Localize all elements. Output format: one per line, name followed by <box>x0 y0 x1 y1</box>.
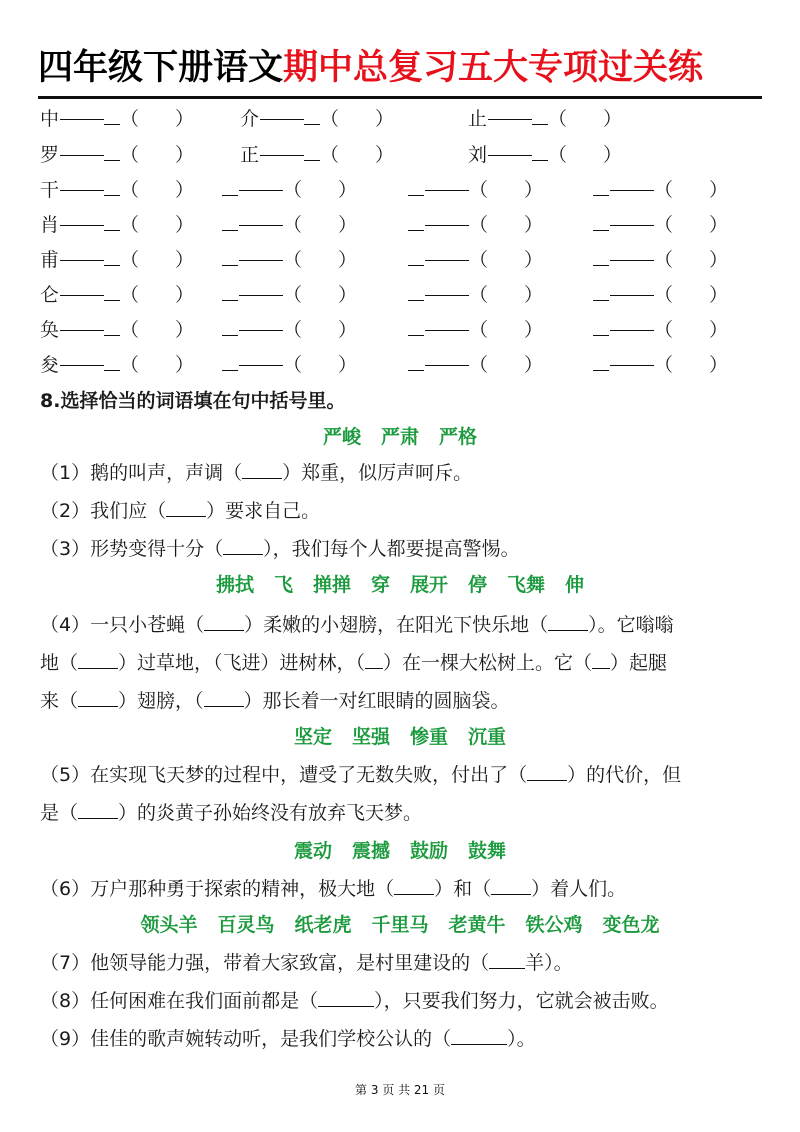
word-option: 鼓舞 <box>468 840 507 862</box>
q4-text: ）过草地，（飞进）进树林，（ <box>118 652 366 674</box>
char-blank[interactable] <box>593 318 609 336</box>
q3-text-b: ），我们每个人都要提高警惕。 <box>263 538 520 560</box>
blank-item <box>222 213 357 237</box>
blank-item <box>593 178 728 202</box>
char-item <box>468 107 622 131</box>
q5-text: ）的炎黄子孙始终没有放弃飞天梦。 <box>118 802 423 824</box>
word-option: 坚定 <box>293 726 332 748</box>
open-paren: （ <box>320 144 340 166</box>
dash-line <box>425 365 469 366</box>
dash-line <box>425 225 469 226</box>
char-blank[interactable] <box>104 283 120 301</box>
word-option: 严肃 <box>380 426 419 448</box>
given-char: 正 <box>240 144 260 166</box>
char-blank[interactable] <box>222 248 238 266</box>
blank-item <box>408 318 543 342</box>
open-paren: （ <box>654 284 674 306</box>
open-paren: （ <box>283 249 303 271</box>
question-4-line-1 <box>40 612 762 638</box>
q4-text: 来（ <box>40 690 79 712</box>
close-paren: ） <box>338 319 358 341</box>
blank-item <box>222 318 357 342</box>
question-4-line-3 <box>40 688 762 714</box>
q2-text-b: ）要求自己。 <box>206 500 321 522</box>
given-char: 罗 <box>40 144 60 166</box>
word-option: 飞舞 <box>507 574 546 596</box>
question-5-line-1 <box>40 762 762 788</box>
close-paren: ） <box>338 179 358 201</box>
answer-blank[interactable] <box>365 650 383 669</box>
q5-text: （5）在实现飞天梦的过程中，遭受了无数失败，付出了（ <box>40 764 528 786</box>
open-paren: （ <box>283 354 303 376</box>
answer-blank[interactable] <box>592 650 610 669</box>
close-paren: ） <box>524 214 544 236</box>
char-blank[interactable] <box>222 178 238 196</box>
dash-line <box>239 295 283 296</box>
char-blank[interactable] <box>104 248 120 266</box>
blank-item <box>222 248 357 272</box>
close-paren: ） <box>709 354 729 376</box>
char-blank[interactable] <box>408 248 424 266</box>
char-blank[interactable] <box>222 353 238 371</box>
question-2 <box>40 498 762 524</box>
title-underline <box>38 96 762 99</box>
close-paren: ） <box>524 284 544 306</box>
word-option: 百灵鸟 <box>217 914 275 936</box>
close-paren: ） <box>375 144 395 166</box>
q6-text: ）和（ <box>434 878 492 900</box>
answer-blank[interactable] <box>451 1026 507 1045</box>
open-paren: （ <box>654 249 674 271</box>
open-paren: （ <box>469 284 489 306</box>
char-blank[interactable] <box>593 283 609 301</box>
q4-text: 地（ <box>40 652 79 674</box>
char-item <box>40 213 194 237</box>
q6-text: （6）万户那种勇于探索的精神，极大地（ <box>40 878 395 900</box>
close-paren: ） <box>709 319 729 341</box>
given-char: 夋 <box>40 354 60 376</box>
q6-text: ）着人们。 <box>531 878 627 900</box>
word-option: 坚强 <box>351 726 390 748</box>
q4-text: ）起腿 <box>610 652 668 674</box>
page-footer: 第 3 页 共 21 页 <box>355 1083 445 1097</box>
word-option: 掸掸 <box>312 574 351 596</box>
dash-line <box>239 190 283 191</box>
dash-line <box>425 330 469 331</box>
close-paren: ） <box>709 249 729 271</box>
open-paren: （ <box>469 214 489 236</box>
answer-blank[interactable] <box>242 460 282 479</box>
dash-line <box>425 190 469 191</box>
open-paren: （ <box>548 108 568 130</box>
given-char: 中 <box>40 108 60 130</box>
answer-blank[interactable] <box>394 876 434 895</box>
open-paren: （ <box>120 108 140 130</box>
blank-item <box>593 213 728 237</box>
blank-item <box>593 353 728 377</box>
answer-blank[interactable] <box>491 876 531 895</box>
word-option: 纸老虎 <box>294 914 352 936</box>
q9-text: （9）佳佳的歌声婉转动听，是我们学校公认的（ <box>40 1028 452 1050</box>
blank-item <box>408 213 543 237</box>
dash-line <box>60 365 104 366</box>
section-8-heading: 8.选择恰当的词语填在句中括号里。 <box>40 390 346 412</box>
char-blank[interactable] <box>222 318 238 336</box>
dash-line <box>60 155 104 156</box>
open-paren: （ <box>654 214 674 236</box>
title-part2: 期中总复习五大专项过关练 <box>283 48 704 88</box>
q4-text: ）柔嫩的小翅膀，在阳光下快乐地（ <box>244 614 549 636</box>
answer-blank[interactable] <box>78 650 118 669</box>
question-7 <box>40 950 762 976</box>
page-title <box>38 42 762 94</box>
word-option: 领头羊 <box>140 914 198 936</box>
word-option: 拂拭 <box>215 574 254 596</box>
char-item <box>40 178 194 202</box>
char-blank[interactable] <box>104 143 120 161</box>
close-paren: ） <box>338 354 358 376</box>
word-option: 老黄牛 <box>448 914 506 936</box>
word-bank-3 <box>40 724 760 750</box>
char-blank[interactable] <box>104 178 120 196</box>
dash-line <box>260 155 304 156</box>
open-paren: （ <box>320 108 340 130</box>
char-blank[interactable] <box>408 178 424 196</box>
word-option: 沉重 <box>468 726 507 748</box>
close-paren: ） <box>175 108 195 130</box>
word-bank-5 <box>40 912 760 938</box>
close-paren: ） <box>524 249 544 271</box>
char-item <box>240 107 394 131</box>
given-char: 刘 <box>468 144 488 166</box>
question-1 <box>40 460 762 486</box>
char-blank[interactable] <box>304 107 320 125</box>
word-bank-4 <box>40 838 760 864</box>
word-option: 惨重 <box>410 726 449 748</box>
answer-blank[interactable] <box>489 950 525 969</box>
char-blank[interactable] <box>304 143 320 161</box>
close-paren: ） <box>524 354 544 376</box>
answer-blank[interactable] <box>78 800 118 819</box>
char-blank[interactable] <box>104 353 120 371</box>
q7-text: （7）他领导能力强，带着大家致富，是村里建设的（ <box>40 952 490 974</box>
close-paren: ） <box>338 214 358 236</box>
dash-line <box>610 225 654 226</box>
question-3 <box>40 536 762 562</box>
question-9 <box>40 1026 762 1052</box>
word-bank-2 <box>40 572 760 598</box>
open-paren: （ <box>120 354 140 376</box>
word-option: 铁公鸡 <box>525 914 583 936</box>
open-paren: （ <box>120 249 140 271</box>
close-paren: ） <box>709 179 729 201</box>
question-8 <box>40 988 762 1014</box>
open-paren: （ <box>469 179 489 201</box>
open-paren: （ <box>654 354 674 376</box>
word-option: 鼓励 <box>410 840 449 862</box>
answer-blank[interactable] <box>223 536 263 555</box>
char-blank[interactable] <box>222 213 238 231</box>
word-option: 伸 <box>565 574 585 596</box>
blank-item <box>593 248 728 272</box>
word-option: 变色龙 <box>602 914 660 936</box>
close-paren: ） <box>175 354 195 376</box>
close-paren: ） <box>175 249 195 271</box>
word-option: 严格 <box>439 426 478 448</box>
char-item <box>40 283 194 307</box>
word-bank-1 <box>40 424 760 450</box>
close-paren: ） <box>338 249 358 271</box>
open-paren: （ <box>469 249 489 271</box>
dash-line <box>60 190 104 191</box>
given-char: 甫 <box>40 249 60 271</box>
close-paren: ） <box>175 214 195 236</box>
dash-line <box>239 260 283 261</box>
open-paren: （ <box>120 284 140 306</box>
dash-line <box>610 365 654 366</box>
q7-text: 羊）。 <box>525 952 573 974</box>
dash-line <box>488 155 532 156</box>
blank-item <box>408 178 543 202</box>
dash-line <box>610 295 654 296</box>
question-4-line-2 <box>40 650 762 676</box>
char-blank[interactable] <box>408 283 424 301</box>
dash-line <box>610 260 654 261</box>
open-paren: （ <box>469 319 489 341</box>
close-paren: ） <box>524 319 544 341</box>
dash-line <box>60 295 104 296</box>
blank-item <box>222 353 357 377</box>
open-paren: （ <box>654 179 674 201</box>
char-blank[interactable] <box>593 248 609 266</box>
answer-blank[interactable] <box>204 612 244 631</box>
q9-text: ）。 <box>507 1028 536 1050</box>
char-blank[interactable] <box>593 178 609 196</box>
char-blank[interactable] <box>222 283 238 301</box>
blank-item <box>222 283 357 307</box>
open-paren: （ <box>120 179 140 201</box>
char-item <box>40 248 194 272</box>
answer-blank[interactable] <box>78 688 118 707</box>
open-paren: （ <box>654 319 674 341</box>
dash-line <box>425 295 469 296</box>
char-blank[interactable] <box>104 213 120 231</box>
blank-item <box>408 248 543 272</box>
question-5-line-2 <box>40 800 762 826</box>
open-paren: （ <box>469 354 489 376</box>
answer-blank[interactable] <box>548 612 588 631</box>
open-paren: （ <box>283 179 303 201</box>
open-paren: （ <box>120 144 140 166</box>
word-option: 千里马 <box>371 914 429 936</box>
char-item <box>40 353 194 377</box>
open-paren: （ <box>283 284 303 306</box>
dash-line <box>60 330 104 331</box>
word-option: 震撼 <box>351 840 390 862</box>
title-part1: 四年级下册语文 <box>38 48 284 88</box>
dash-line <box>60 119 104 120</box>
question-6 <box>40 876 762 902</box>
given-char: 奂 <box>40 319 60 341</box>
given-char: 介 <box>240 108 260 130</box>
word-option: 飞 <box>273 574 293 596</box>
open-paren: （ <box>120 319 140 341</box>
close-paren: ） <box>709 284 729 306</box>
char-blank[interactable] <box>593 353 609 371</box>
q4-text: ）。它嗡嗡 <box>588 614 674 636</box>
given-char: 仑 <box>40 284 60 306</box>
char-item <box>40 143 194 167</box>
close-paren: ） <box>175 144 195 166</box>
blank-item <box>408 353 543 377</box>
word-option: 穿 <box>370 574 390 596</box>
char-blank[interactable] <box>408 213 424 231</box>
answer-blank[interactable] <box>204 688 244 707</box>
close-paren: ） <box>524 179 544 201</box>
answer-blank[interactable] <box>527 762 567 781</box>
dash-line <box>239 365 283 366</box>
dash-line <box>610 190 654 191</box>
char-item <box>240 143 394 167</box>
open-paren: （ <box>283 214 303 236</box>
dash-line <box>239 330 283 331</box>
q4-text: ）翅膀，（ <box>118 690 204 712</box>
word-option: 停 <box>468 574 488 596</box>
dash-line <box>239 225 283 226</box>
char-item <box>40 107 194 131</box>
word-option: 严峻 <box>322 426 361 448</box>
close-paren: ） <box>603 108 623 130</box>
given-char: 止 <box>468 108 488 130</box>
given-char: 干 <box>40 179 60 201</box>
q5-text: 是（ <box>40 802 79 824</box>
open-paren: （ <box>283 319 303 341</box>
close-paren: ） <box>175 319 195 341</box>
open-paren: （ <box>120 214 140 236</box>
q4-text: （4）一只小苍蝇（ <box>40 614 205 636</box>
dash-line <box>60 225 104 226</box>
close-paren: ） <box>175 284 195 306</box>
close-paren: ） <box>375 108 395 130</box>
word-option: 震动 <box>293 840 332 862</box>
char-blank[interactable] <box>532 107 548 125</box>
char-blank[interactable] <box>408 353 424 371</box>
q4-text: ）那长着一对红眼睛的圆脑袋。 <box>243 690 510 712</box>
q8-text: （8）任何困难在我们面前都是（ <box>40 990 319 1012</box>
close-paren: ） <box>175 179 195 201</box>
char-item <box>40 318 194 342</box>
char-blank[interactable] <box>104 107 120 125</box>
blank-item <box>593 318 728 342</box>
q4-text: ）在一棵大松树上。它（ <box>383 652 593 674</box>
q1-text-b: ）郑重，似厉声呵斥。 <box>282 462 473 484</box>
blank-item <box>408 283 543 307</box>
blank-item <box>593 283 728 307</box>
blank-item <box>222 178 357 202</box>
dash-line <box>260 119 304 120</box>
word-option: 展开 <box>410 574 449 596</box>
dash-line <box>610 330 654 331</box>
char-blank[interactable] <box>408 318 424 336</box>
dash-line <box>425 260 469 261</box>
given-char: 肖 <box>40 214 60 236</box>
answer-blank[interactable] <box>318 988 374 1007</box>
q2-text-a: （2）我们应（ <box>40 500 167 522</box>
close-paren: ） <box>603 144 623 166</box>
q3-text-a: （3）形势变得十分（ <box>40 538 224 560</box>
open-paren: （ <box>548 144 568 166</box>
char-blank[interactable] <box>532 143 548 161</box>
close-paren: ） <box>338 284 358 306</box>
close-paren: ） <box>709 214 729 236</box>
char-blank[interactable] <box>104 318 120 336</box>
char-blank[interactable] <box>593 213 609 231</box>
q1-text-a: （1）鹅的叫声，声调（ <box>40 462 243 484</box>
q8-text: ），只要我们努力，它就会被击败。 <box>374 990 669 1012</box>
q5-text: ）的代价，但 <box>567 764 682 786</box>
answer-blank[interactable] <box>166 498 206 517</box>
char-item <box>468 143 622 167</box>
dash-line <box>488 119 532 120</box>
dash-line <box>60 260 104 261</box>
